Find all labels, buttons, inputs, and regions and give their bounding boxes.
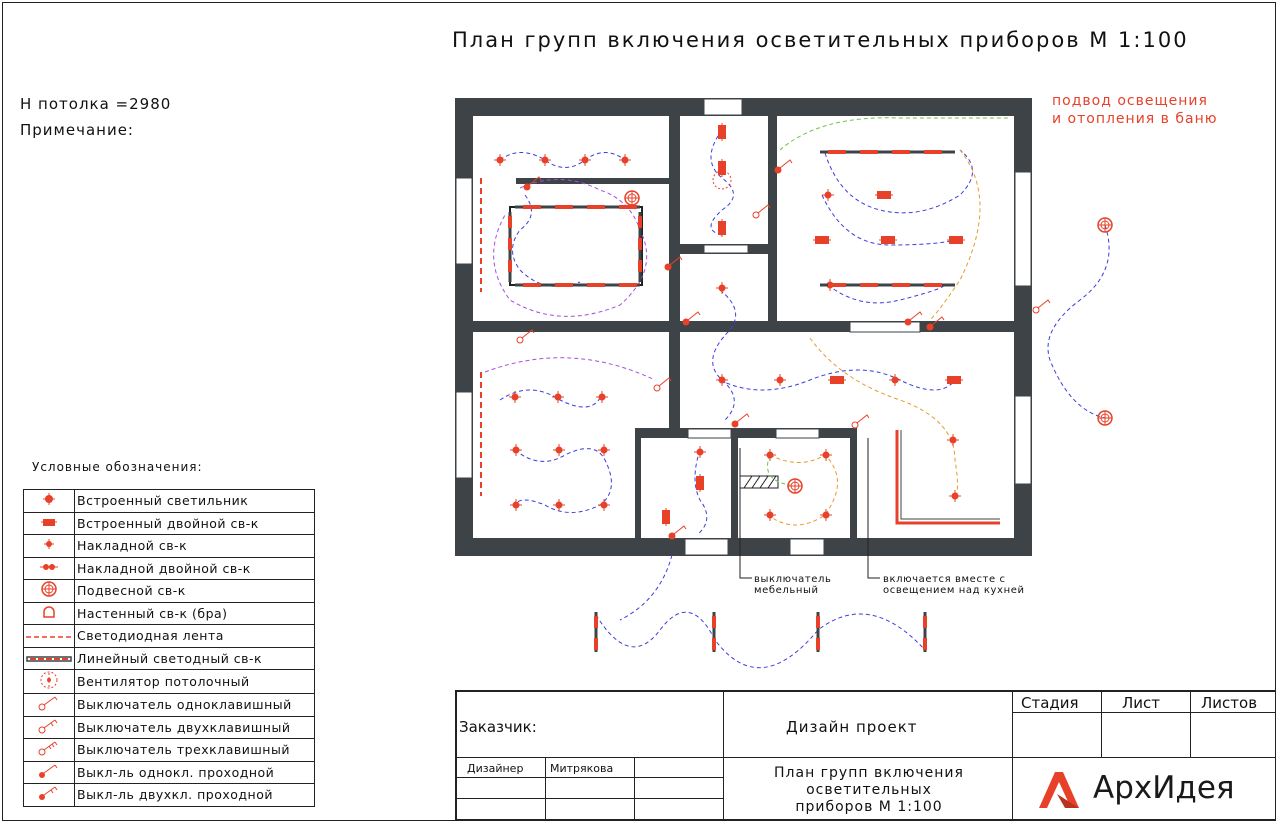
linear-led-segment xyxy=(594,638,598,650)
linear-led-segment xyxy=(816,638,820,650)
stamp-empty-cell xyxy=(545,777,635,799)
legend-table xyxy=(23,489,315,807)
legend-label: Настенный св-к (бра) xyxy=(75,602,315,625)
stage-cell xyxy=(1012,691,1102,713)
linear-led-segment xyxy=(924,150,942,154)
stamp-empty-cell xyxy=(634,777,724,799)
legend-row xyxy=(24,647,315,670)
linear-led-segment xyxy=(508,238,512,250)
legend-row xyxy=(24,625,315,648)
linear-led-segment xyxy=(619,205,637,209)
legend-row xyxy=(24,580,315,603)
stamp-empty-cell xyxy=(634,798,724,820)
legend-row xyxy=(24,694,315,717)
surface-light-cross xyxy=(820,449,832,461)
switch-lever xyxy=(688,312,700,320)
linear-led-segment xyxy=(638,216,642,228)
legend-label: Встроенный двойной св-к xyxy=(75,512,315,535)
surface-light-cross xyxy=(619,154,631,166)
stamp-empty-cell xyxy=(634,757,724,778)
surface-light-cross xyxy=(949,490,961,502)
stamp-empty-cell xyxy=(456,798,546,820)
linear-led-segment xyxy=(860,283,878,287)
linear-led-segment xyxy=(860,150,878,154)
legend-label: Накладной св-к xyxy=(75,535,315,558)
linear-led-segment xyxy=(638,238,642,250)
furniture-switch-line-1: выключатель xyxy=(754,574,832,585)
project-type-cell xyxy=(723,691,1013,758)
linear-led-segment xyxy=(555,205,573,209)
surface-light-cross xyxy=(716,282,728,294)
designer-name-cell xyxy=(545,757,635,778)
switch-lever xyxy=(1038,300,1050,308)
pass-through-double-switch-icon xyxy=(24,784,75,807)
linear-led-segment xyxy=(638,260,642,272)
linear-led-segment xyxy=(508,216,512,228)
drawing-title-line-1: План групп включения xyxy=(774,765,964,781)
ceiling-height: Н потолка =2980 xyxy=(20,95,172,113)
company-cell xyxy=(1012,757,1276,820)
sheets-cell xyxy=(1190,691,1276,713)
surface-light-cross xyxy=(579,154,591,166)
legend-label: Подвесной св-к xyxy=(75,580,315,603)
legend-label: Выкл-ль однокл. проходной xyxy=(75,761,315,784)
linear-led-segment xyxy=(587,205,605,209)
linear-led-light-icon xyxy=(24,647,75,670)
switch-lever xyxy=(674,526,686,534)
sheets-label: Листов xyxy=(1201,694,1258,712)
drawing-title-line-2: осветительных xyxy=(806,782,932,798)
stamp-empty-cell xyxy=(545,798,635,820)
switch-lever xyxy=(910,312,922,320)
surface-light-cross xyxy=(596,391,608,403)
triple-key-switch-icon xyxy=(24,739,75,762)
switch-lever xyxy=(857,415,869,423)
linear-led-segment xyxy=(619,283,637,287)
drawing-title-cell xyxy=(723,757,1013,820)
linear-led-segment xyxy=(523,205,541,209)
surface-light-cross xyxy=(539,154,551,166)
recessed-double-light-icon xyxy=(24,512,75,535)
surface-double-light-icon xyxy=(24,557,75,580)
linear-led-segment xyxy=(508,260,512,272)
linear-led-segment xyxy=(923,616,927,628)
surface-light-cross xyxy=(553,444,565,456)
linear-led-segment xyxy=(892,283,910,287)
pass-through-single-switch-icon xyxy=(24,761,75,784)
pendant-light-icon xyxy=(24,580,75,603)
linear-led-segment xyxy=(587,283,605,287)
sheets-value-cell xyxy=(1190,712,1276,758)
designer-label-cell xyxy=(456,757,546,778)
legend-row xyxy=(24,557,315,580)
supply-note-line-1: подвод освещения xyxy=(1052,93,1208,109)
kitchen-lighting-note xyxy=(883,574,1025,596)
designer-label: Дизайнер xyxy=(467,762,524,775)
double-key-switch-icon xyxy=(24,716,75,739)
legend-label: Линейный светодный св-к xyxy=(75,647,315,670)
legend-title: Условные обозначения: xyxy=(32,460,203,474)
legend-row xyxy=(24,761,315,784)
linear-led-segment xyxy=(828,150,846,154)
linear-led-segment xyxy=(594,616,598,628)
surface-light-cross xyxy=(598,499,610,511)
legend-label: Выключатель трехклавишный xyxy=(75,739,315,762)
legend-row xyxy=(24,535,315,558)
wall-sconce-icon xyxy=(24,602,75,625)
legend-row xyxy=(24,670,315,694)
legend-label: Светодиодная лента xyxy=(75,625,315,648)
surface-light-cross xyxy=(774,374,786,386)
linear-led-segment xyxy=(892,150,910,154)
legend-row xyxy=(24,784,315,807)
company-logo-icon xyxy=(1035,768,1083,812)
linear-led-segment xyxy=(924,283,942,287)
surface-light-cross xyxy=(820,509,832,521)
kitchen-note-line-1: включается вместе с xyxy=(883,574,1006,585)
sheet-cell xyxy=(1101,691,1191,713)
surface-light-cross xyxy=(494,154,506,166)
stamp-empty-cell xyxy=(456,777,546,799)
switch-lever xyxy=(780,160,792,168)
legend-row xyxy=(24,512,315,535)
project-type: Дизайн проект xyxy=(786,718,918,736)
surface-light-cross xyxy=(822,189,834,201)
note-label: Примечание: xyxy=(20,121,134,139)
led-strip-icon xyxy=(24,625,75,648)
customer-cell xyxy=(456,691,724,758)
legend-label: Выкл-ль двухкл. проходной xyxy=(75,784,315,807)
single-key-switch-icon xyxy=(24,694,75,717)
ceiling-fan-icon xyxy=(24,670,75,694)
kitchen-note-line-2: освещением над кухней xyxy=(883,585,1025,596)
stage-label: Стадия xyxy=(1021,694,1079,712)
legend-label: Накладной двойной св-к xyxy=(75,557,315,580)
surface-light-cross xyxy=(947,434,959,446)
drawing-title-line-3: приборов М 1:100 xyxy=(795,799,943,815)
surface-light-icon xyxy=(24,535,75,558)
sheet-label: Лист xyxy=(1122,694,1161,712)
sheet-value-cell xyxy=(1101,712,1191,758)
legend-label: Выключатель одноклавишный xyxy=(75,694,315,717)
recessed-light-icon xyxy=(24,490,75,513)
linear-led-segment xyxy=(828,283,846,287)
legend-row xyxy=(24,739,315,762)
legend-label: Вентилятор потолочный xyxy=(75,670,315,694)
title-block xyxy=(455,690,1276,821)
linear-led-segment xyxy=(555,283,573,287)
linear-led-segment xyxy=(712,638,716,650)
surface-light-cross xyxy=(509,391,521,403)
legend-row xyxy=(24,716,315,739)
surface-light-cross xyxy=(510,444,522,456)
linear-led-segment xyxy=(816,616,820,628)
company-name: АрхИдея xyxy=(1093,770,1235,806)
legend-label: Встроенный светильник xyxy=(75,490,315,513)
supply-note-line-2: и отопления в баню xyxy=(1052,111,1218,127)
surface-light-cross xyxy=(598,444,610,456)
legend-row xyxy=(24,490,315,513)
surface-light-cross xyxy=(764,449,776,461)
customer-label: Заказчик: xyxy=(459,718,537,736)
linear-led-segment xyxy=(523,283,541,287)
switch-lever xyxy=(737,414,749,422)
designer-name: Митрякова xyxy=(550,762,614,775)
furniture-switch-note xyxy=(754,574,832,596)
drawing-title xyxy=(724,765,1014,816)
legend-row xyxy=(24,602,315,625)
linear-led-segment xyxy=(923,638,927,650)
stage-value-cell xyxy=(1012,712,1102,758)
page-title: План групп включения осветительных приборов М 1:100 xyxy=(452,28,1189,52)
furniture-switch-line-2: мебельный xyxy=(754,585,819,596)
linear-led-segment xyxy=(712,616,716,628)
surface-light-cross xyxy=(694,446,706,458)
legend-label: Выключатель двухклавишный xyxy=(75,716,315,739)
